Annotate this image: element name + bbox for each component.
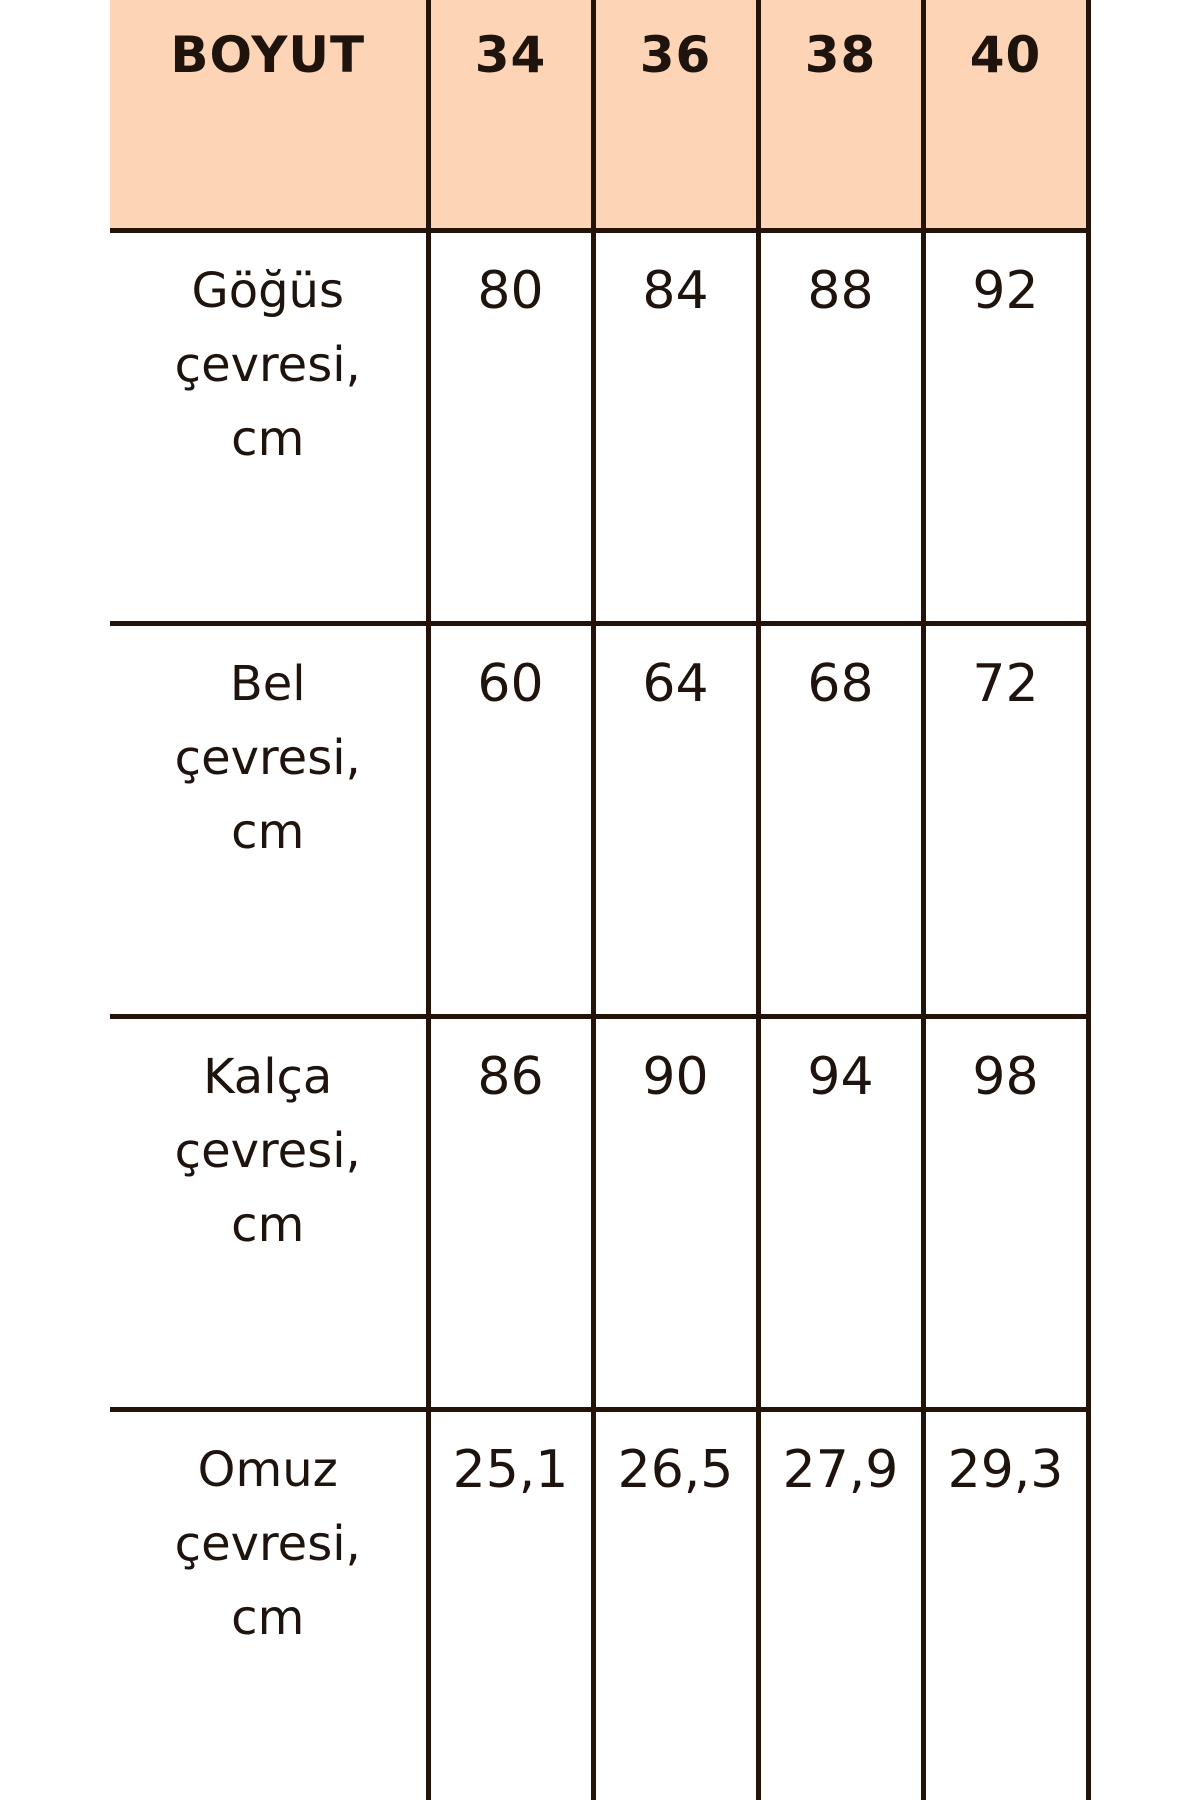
size-chart-table — [110, 0, 1091, 1800]
row-label-line: cm — [231, 410, 305, 467]
table-row-chest — [110, 230, 1088, 623]
row-label-line: Göğüs — [191, 262, 344, 319]
row-label-line: cm — [231, 1589, 305, 1646]
value-text: 98 — [972, 1046, 1039, 1107]
row-label-shoulder — [110, 1409, 428, 1800]
row-label-line: çevresi, — [174, 1122, 361, 1179]
value-text: 27,9 — [782, 1439, 899, 1500]
cell-value — [923, 1016, 1088, 1409]
cell-value — [758, 623, 923, 1016]
value-text: 72 — [972, 653, 1039, 714]
header-label-size: BOYUT — [110, 0, 428, 230]
value-text: 25,1 — [452, 1439, 569, 1500]
value-text: 26,5 — [617, 1439, 734, 1500]
cell-value — [923, 623, 1088, 1016]
cell-value — [593, 1409, 758, 1800]
value-text: 86 — [477, 1046, 544, 1107]
value-text: 84 — [642, 260, 709, 321]
cell-value — [593, 623, 758, 1016]
cell-value — [923, 1409, 1088, 1800]
header-size-40: 40 — [923, 0, 1088, 230]
cell-value — [923, 230, 1088, 623]
cell-value — [758, 230, 923, 623]
value-text: 64 — [642, 653, 709, 714]
row-label-line: çevresi, — [174, 729, 361, 786]
cell-value — [758, 1409, 923, 1800]
header-size-38: 38 — [758, 0, 923, 230]
value-text: 94 — [807, 1046, 874, 1107]
value-text: 80 — [477, 260, 544, 321]
cell-value — [593, 230, 758, 623]
row-label-line: cm — [231, 803, 305, 860]
value-text: 29,3 — [947, 1439, 1064, 1500]
cell-value — [758, 1016, 923, 1409]
cell-value — [428, 1409, 593, 1800]
header-row — [110, 0, 1088, 230]
value-text: 60 — [477, 653, 544, 714]
table-row-waist — [110, 623, 1088, 1016]
value-text: 92 — [972, 260, 1039, 321]
header-size-36: 36 — [593, 0, 758, 230]
row-label-chest — [110, 230, 428, 623]
row-label-hip — [110, 1016, 428, 1409]
value-text: 88 — [807, 260, 874, 321]
table-row-shoulder — [110, 1409, 1088, 1800]
value-text: 90 — [642, 1046, 709, 1107]
cell-value — [428, 623, 593, 1016]
table-row-hip — [110, 1016, 1088, 1409]
row-label-line: Bel — [229, 655, 306, 712]
row-label-waist — [110, 623, 428, 1016]
header-size-34: 34 — [428, 0, 593, 230]
row-label-line: çevresi, — [174, 336, 361, 393]
cell-value — [593, 1016, 758, 1409]
row-label-line: Omuz — [197, 1441, 338, 1498]
row-label-line: cm — [231, 1196, 305, 1253]
cell-value — [428, 230, 593, 623]
cell-value — [428, 1016, 593, 1409]
row-label-line: Kalça — [203, 1048, 333, 1105]
row-label-line: çevresi, — [174, 1515, 361, 1572]
value-text: 68 — [807, 653, 874, 714]
